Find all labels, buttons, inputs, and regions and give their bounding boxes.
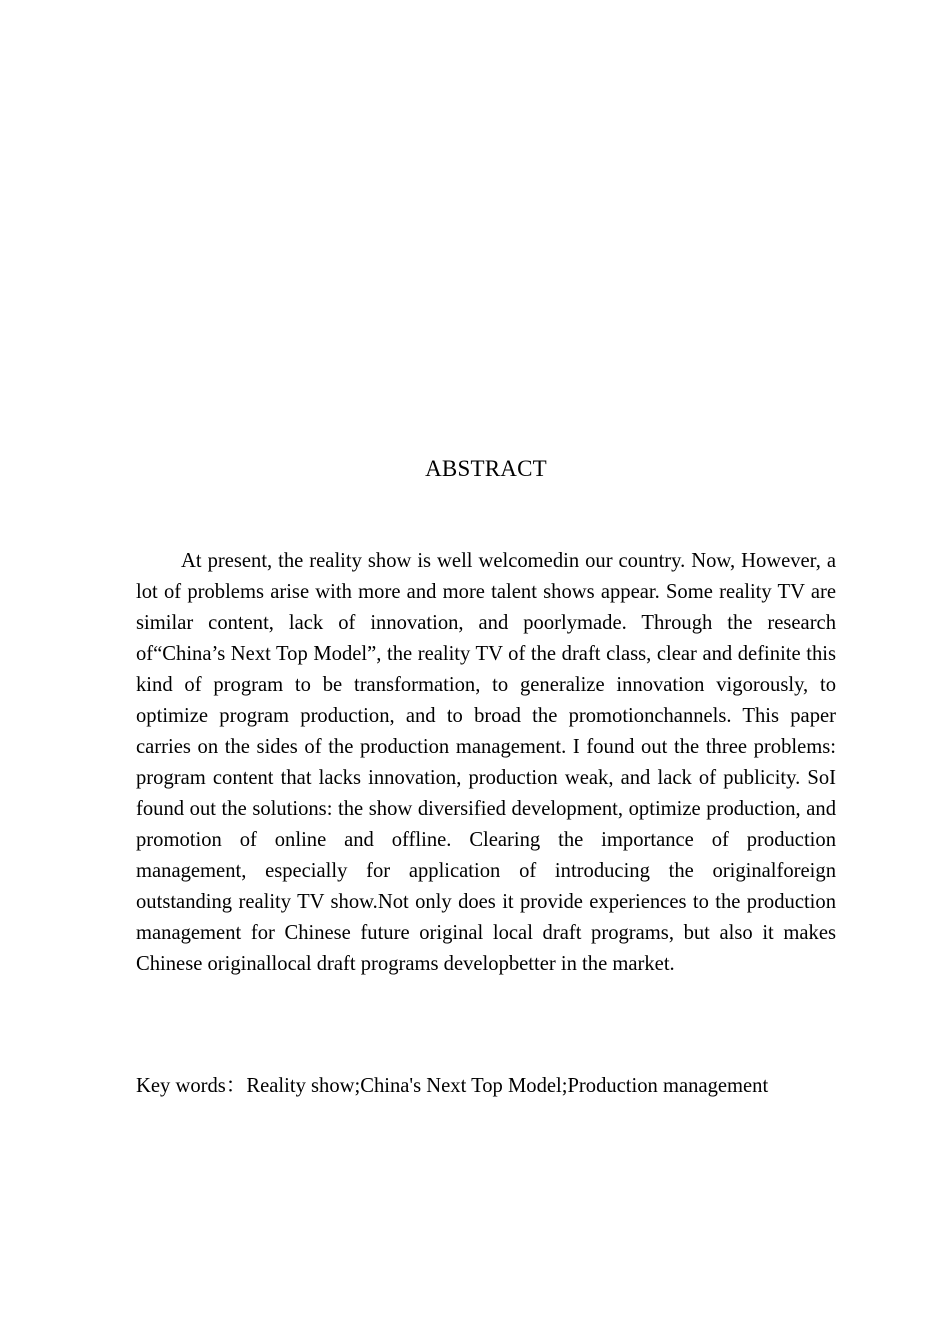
- keywords-label: Key words：: [136, 1075, 247, 1097]
- abstract-body-paragraph: At present, the reality show is well welcomedin our country. Now, However, a lot of problems arise with more and more talent shows appear. Some reality TV are similar content, lack of innovation, and poorlymade. Through the research of“China’s Next Top Model”, the reality TV of the draft class, clear and definite this kind of program to be transformation, to generalize innovation vigorously, to optimize program production, and to broad the promotionchannels. This paper carries on the sides of the production management. I found out the three problems: program content that lacks innovation, production weak, and lack of publicity. SoI found out the solutions: the show diversified development, optimize production, and promotion of online and offline. Clearing the importance of production management, especially for application of introducing the originalforeign outstanding reality TV show.Not only does it provide experiences to the production management for Chinese future original local draft programs, but also it makes Chinese originallocal draft programs developbetter in the market.: [136, 550, 836, 975]
- keywords-line: [136, 1071, 856, 1102]
- keywords-list: Reality show;China's Next Top Model;Production management: [246, 1075, 769, 1097]
- abstract-title: ABSTRACT: [425, 456, 547, 481]
